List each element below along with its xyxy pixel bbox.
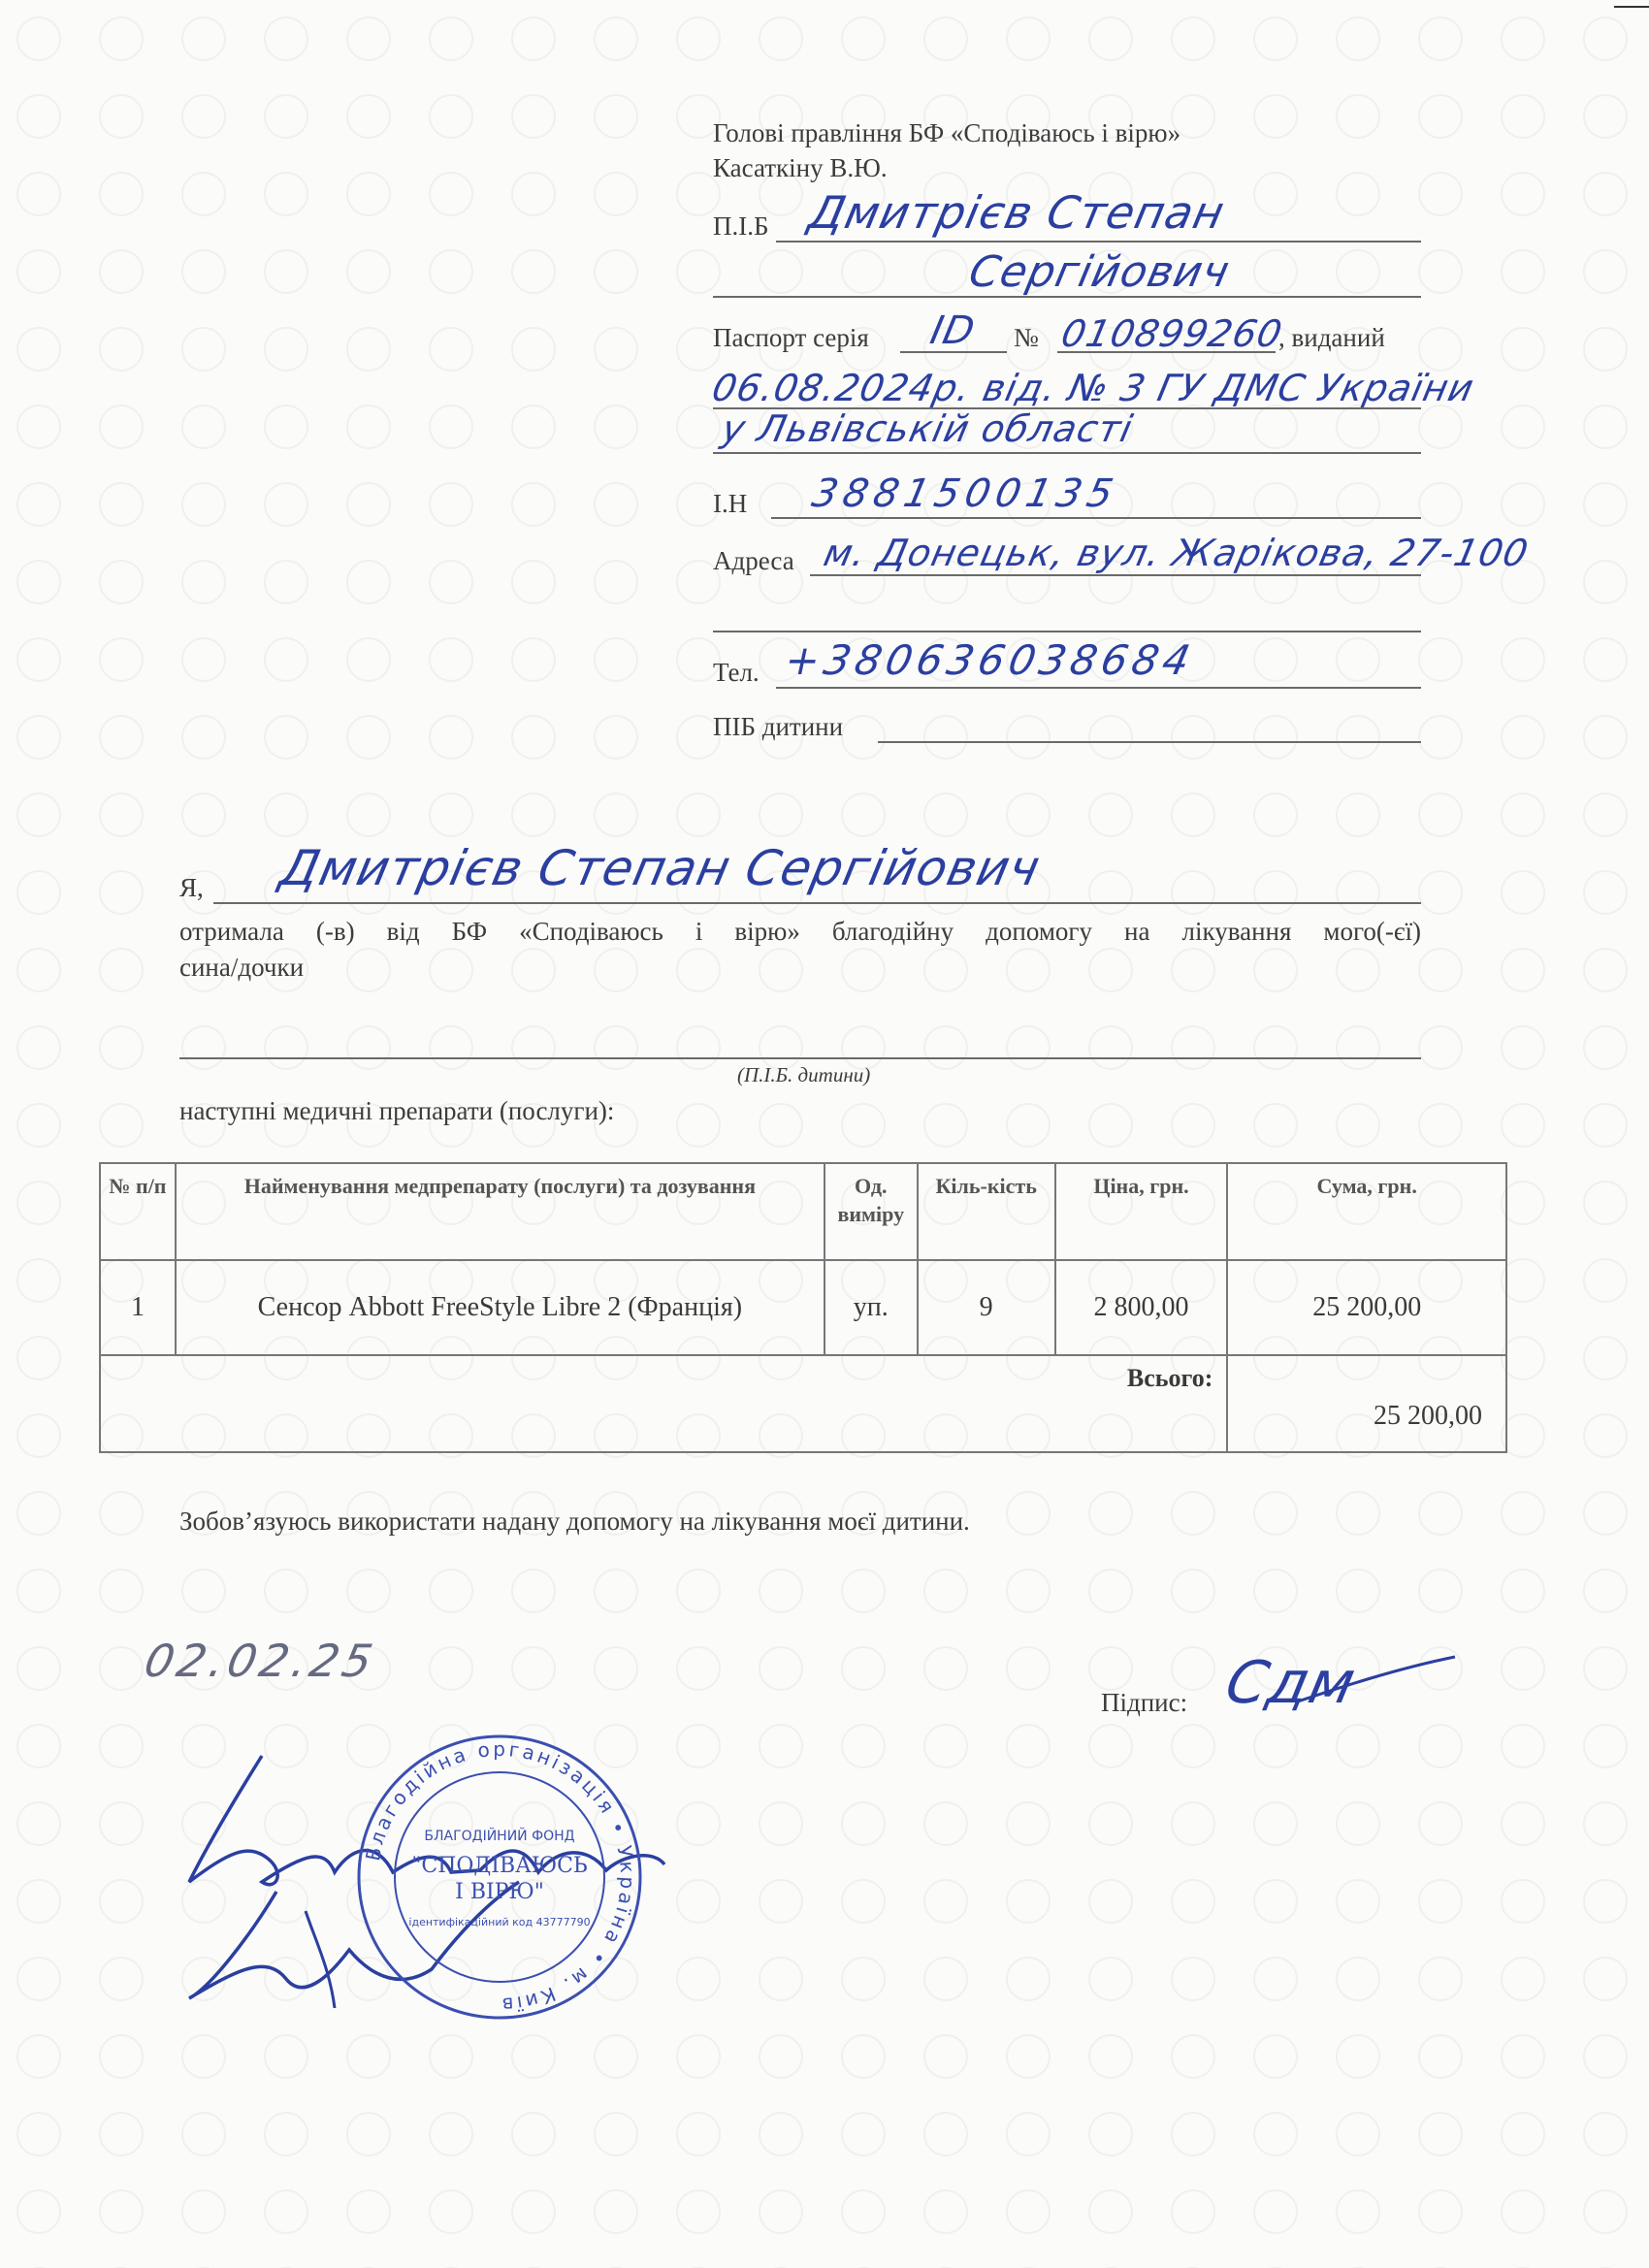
header-name: Найменування медпрепарату (послуги) та дозування (176, 1163, 824, 1260)
stamp-inner-line2: "СПОДІВАЮСЬ (411, 1854, 588, 1878)
phone-label: Тел. (713, 658, 760, 687)
pib-line (776, 241, 1421, 243)
organization-stamp (354, 1732, 645, 2023)
child-line (878, 741, 1421, 743)
inn-value: 3881500135 (808, 471, 1123, 516)
date: 02.02.25 (140, 1635, 381, 1687)
header-num: № п/п (100, 1163, 176, 1260)
row-num: 1 (100, 1260, 176, 1355)
issued-value-line2: у Львівській області (718, 407, 1137, 450)
addressee-line2: Касаткіну В.Ю. (713, 153, 888, 182)
passport-number: 010899260 (1057, 312, 1287, 355)
header-qty: Кіль-кість (918, 1163, 1055, 1260)
header-unit: Од. виміру (824, 1163, 918, 1260)
row-name: Сенсор Abbott FreeStyle Libre 2 (Франція) (176, 1260, 824, 1355)
passport-label: Паспорт серія (713, 323, 869, 352)
stamp-code: ідентифікаційний код 43777790 (408, 1916, 591, 1928)
address-label: Адреса (713, 546, 794, 575)
header-price: Ціна, грн. (1055, 1163, 1228, 1260)
commitment-text: Зобов’язуюсь використати надану допомогу на лікування моєї дитини. (179, 1507, 970, 1536)
issued-value-line1: 06.08.2024р. від. № 3 ГУ ДМС України (708, 367, 1478, 409)
table-header-row (100, 1163, 1506, 1260)
i-label: Я, (179, 873, 204, 902)
signature-value: Сдм (1219, 1649, 1363, 1717)
table-total-row (100, 1355, 1506, 1452)
addressee-line1: Голові правління БФ «Сподіваюсь і вірю» (713, 118, 1181, 147)
stamp-outer-text: Благодійна організація • Україна • м. Київ (361, 1736, 640, 2018)
table-row (100, 1260, 1506, 1355)
received-text-line1: отримала (-в) від БФ «Сподіваюсь і вірю» благодійну допомогу на лікування мого(-єї) (179, 917, 1421, 946)
child-label: ПІБ дитини (713, 712, 844, 741)
header-sum: Сума, грн. (1227, 1163, 1506, 1260)
phone-line (776, 687, 1421, 689)
signature-flourish (1290, 1649, 1465, 1727)
i-name: Дмитрієв Степан Сергійович (275, 840, 1046, 896)
stamp-inner-line3: І ВІРЮ" (455, 1880, 544, 1904)
row-sum: 25 200,00 (1227, 1260, 1506, 1355)
address-line (810, 574, 1421, 576)
received-text-line2: сина/дочки (179, 953, 305, 982)
items-table (99, 1162, 1507, 1453)
issued-line2 (713, 452, 1421, 454)
inn-line (771, 517, 1421, 519)
corner-mark (1614, 6, 1649, 8)
child-name-line (179, 1057, 1421, 1059)
following-text: наступні медичні препарати (послуги): (179, 1096, 615, 1125)
pib-value-line2: Сергійович (964, 247, 1235, 297)
inn-label: І.Н (713, 489, 748, 518)
stamp-inner-line1: БЛАГОДІЙНИЙ ФОНД (424, 1829, 575, 1844)
passport-series: ID (926, 308, 980, 353)
row-unit: уп. (824, 1260, 918, 1355)
issued-label: , виданий (1278, 323, 1385, 352)
total-value: 25 200,00 (1227, 1355, 1506, 1452)
number-label: № (1014, 323, 1039, 352)
address-value: м. Донецьк, вул. Жарікова, 27-100 (820, 532, 1533, 574)
signature-label: Підпис: (1101, 1688, 1188, 1717)
pib-value-line1: Дмитрієв Степан (804, 186, 1230, 239)
address-line2 (713, 631, 1421, 632)
pib-label: П.І.Б (713, 211, 769, 241)
child-caption: (П.І.Б. дитини) (737, 1063, 871, 1086)
row-price: 2 800,00 (1055, 1260, 1228, 1355)
total-label: Всього: (100, 1355, 1227, 1452)
phone-value: +380636038684 (780, 636, 1200, 684)
row-qty: 9 (918, 1260, 1055, 1355)
i-line (213, 902, 1421, 904)
